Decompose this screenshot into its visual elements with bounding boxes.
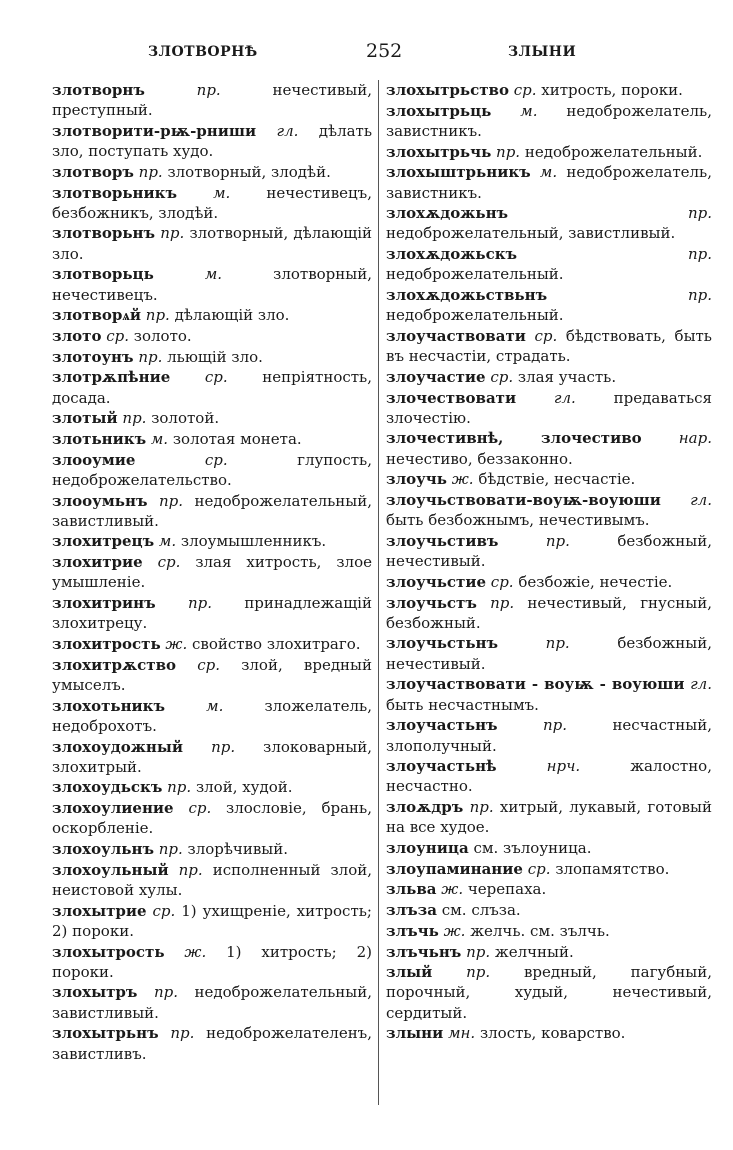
dictionary-entry: [52, 798, 372, 838]
dictionary-entry: [386, 101, 712, 141]
entry-definition: предаваться злочестію.: [386, 388, 712, 427]
dictionary-entry: [52, 326, 372, 346]
entry-headword: злъчь: [386, 921, 439, 940]
entry-headword: злотворъ: [52, 162, 134, 181]
dictionary-entry: [386, 326, 712, 366]
entry-definition: глупость, недоброжелательство.: [52, 450, 372, 489]
dictionary-entry: [52, 737, 372, 777]
entry-definition: недоброжелательный.: [386, 306, 564, 325]
entry-grammar: ср.: [534, 326, 558, 345]
entry-headword: злоупаминание: [386, 859, 523, 878]
dictionary-entry: [386, 531, 712, 571]
dictionary-entry: [386, 633, 712, 673]
entry-definition: вредный, пагубный, порочный, худый, нечестивый, сердитый.: [386, 963, 712, 1022]
dictionary-entry: [386, 962, 712, 1023]
dictionary-entry: [52, 593, 372, 633]
entry-grammar: м.: [206, 696, 224, 715]
dictionary-entry: [386, 203, 712, 243]
entry-grammar: пр.: [211, 737, 236, 756]
entry-definition: 1) ухищреніе, хитрость; 2) пороки.: [52, 901, 372, 940]
dictionary-entry: [386, 367, 712, 387]
entry-definition: золото.: [133, 326, 192, 345]
dictionary-entry: [386, 428, 712, 468]
entry-definition: недоброжелательный.: [386, 265, 564, 284]
entry-headword: злотворьникъ: [52, 183, 177, 202]
entry-headword: злыни: [386, 1024, 444, 1043]
column-divider: [378, 80, 379, 1105]
entry-definition: золотая монета.: [172, 429, 302, 448]
entry-grammar: пр.: [138, 162, 163, 181]
entry-definition: несчастный, злополучный.: [386, 716, 712, 755]
dictionary-entry: [386, 838, 712, 858]
entry-grammar: ж.: [165, 634, 188, 653]
entry-grammar: пр.: [545, 634, 570, 653]
entry-definition: недоброжелательный.: [524, 142, 703, 161]
entry-headword: злъза: [386, 901, 437, 920]
entry-definition: желчь. см. зълчь.: [470, 921, 610, 940]
entry-grammar: ср.: [157, 553, 181, 572]
entry-grammar: гл.: [276, 121, 299, 140]
dictionary-entry: [386, 859, 712, 879]
entry-grammar: пр.: [490, 593, 515, 612]
entry-headword: злоучастьнъ: [386, 716, 498, 735]
dictionary-entry: [386, 900, 712, 920]
dictionary-entry: [52, 305, 372, 325]
entry-grammar: мн.: [448, 1024, 476, 1043]
entry-definition: злопамятство.: [555, 859, 670, 878]
entry-headword: злохытрьнъ: [52, 1024, 159, 1043]
dictionary-entry: [52, 450, 372, 490]
entry-grammar: м.: [158, 532, 177, 551]
dictionary-entry: [386, 715, 712, 755]
entry-headword: злохитрѫство: [52, 655, 177, 674]
entry-grammar: пр.: [158, 491, 183, 510]
dictionary-entry: [52, 491, 372, 531]
entry-grammar: пр.: [158, 840, 183, 859]
entry-grammar: пр.: [466, 963, 491, 982]
entry-grammar: м.: [520, 101, 538, 120]
entry-grammar: ср.: [188, 799, 212, 818]
page-header: [48, 40, 720, 68]
entry-definition: недоброжелательный, завистливый.: [52, 491, 372, 530]
entry-headword: злоучьстивъ: [386, 531, 499, 550]
entry-definition: хитрость, пороки.: [541, 81, 683, 99]
dictionary-entry: [386, 388, 712, 428]
entry-grammar: ср.: [527, 859, 551, 878]
entry-headword: зльва: [386, 880, 437, 899]
running-head-left: ЗЛОТВОРНѢ: [148, 44, 258, 60]
dictionary-entry: [52, 839, 372, 859]
entry-definition: злотворный, злодѣй.: [167, 162, 331, 181]
entry-headword: злохитрецъ: [52, 532, 155, 551]
entry-grammar: м.: [150, 429, 169, 448]
entry-definition: недоброжелателенъ, завистливъ.: [52, 1024, 372, 1063]
dictionary-entry: [52, 183, 372, 223]
entry-grammar: м.: [539, 163, 558, 182]
dictionary-entry: [52, 408, 372, 428]
entry-definition: быть безбожнымъ, нечестивымъ.: [386, 511, 650, 530]
entry-definition: принадлежащій злохитрецу.: [52, 594, 372, 633]
entry-definition: безбожный, нечестивый.: [386, 634, 712, 673]
entry-grammar: пр.: [542, 716, 568, 735]
entry-definition: свойство злохитраго.: [192, 634, 361, 653]
entry-headword: злоучьстьнъ: [386, 634, 499, 653]
entry-definition: см. слъза.: [441, 901, 521, 920]
entry-grammar: ср.: [106, 326, 130, 345]
entry-grammar: м.: [204, 265, 223, 284]
entry-headword: злохѫдожьствьнъ: [386, 286, 548, 305]
entry-headword: злохытрьчь: [386, 142, 492, 161]
entry-headword: злохоулиение: [52, 799, 174, 818]
entry-headword: злохытрьство: [386, 81, 509, 99]
entry-definition: безбожіе, нечестіе.: [518, 572, 673, 591]
entry-headword: злоучастьнѣ: [386, 757, 497, 776]
entry-headword: злоучаствовати: [386, 326, 526, 345]
entry-definition: злословіе, брань, оскорбленіе.: [52, 799, 372, 838]
entry-headword: злоуница: [386, 839, 469, 858]
entry-grammar: пр.: [167, 778, 192, 797]
dictionary-entry: [386, 756, 712, 796]
entry-definition: безбожный, нечестивый.: [386, 531, 712, 571]
dictionary-entry: [386, 80, 712, 100]
entry-definition: дѣлать зло, поступать худо.: [52, 121, 372, 161]
dictionary-entry: [52, 429, 372, 449]
left-column: [52, 80, 372, 1120]
entry-definition: злая хитрость, злое умышленіе.: [52, 553, 372, 592]
dictionary-entry: [52, 162, 372, 182]
entry-grammar: ср.: [513, 81, 537, 99]
right-column: [386, 80, 712, 1120]
entry-headword: злотворнъ: [52, 81, 145, 99]
entry-grammar: ср.: [204, 450, 228, 469]
entry-headword: злохитрость: [52, 634, 161, 653]
entry-grammar: пр.: [196, 81, 221, 99]
entry-definition: злой, худой.: [195, 778, 293, 797]
entry-grammar: пр.: [687, 204, 712, 223]
entry-definition: злость, коварство.: [479, 1024, 626, 1043]
dictionary-entry: [52, 367, 372, 407]
entry-definition: злой, вредный умыселъ.: [52, 655, 372, 694]
entry-headword: злооумьнъ: [52, 491, 148, 510]
entry-grammar: пр.: [122, 409, 147, 428]
entry-definition: желчный.: [494, 942, 574, 961]
entry-grammar: ср.: [204, 368, 228, 387]
entry-definition: хитрый, лукавый, готовый на все худое.: [386, 798, 712, 837]
entry-headword: злотрѫпѣние: [52, 368, 171, 387]
entry-definition: золотой.: [151, 409, 220, 428]
entry-definition: льющій зло.: [167, 347, 263, 366]
entry-grammar: м.: [213, 183, 231, 202]
entry-headword: злохоульнъ: [52, 840, 154, 859]
dictionary-entry: [386, 921, 712, 941]
entry-headword: злоучьстъ: [386, 593, 477, 612]
dictionary-entry: [386, 490, 712, 530]
entry-grammar: гл.: [553, 388, 576, 407]
entry-headword: злохытрьць: [386, 101, 492, 120]
entry-definition: злая участь.: [517, 367, 617, 386]
entry-headword: злохѫдожьскъ: [386, 245, 518, 264]
dictionary-entry: [52, 531, 372, 551]
dictionary-entry: [52, 696, 372, 736]
entry-definition: исполненный злой, неистовой хулы.: [52, 860, 372, 899]
dictionary-entry: [52, 552, 372, 592]
entry-headword: злохоудьскъ: [52, 778, 163, 797]
entry-definition: нечестивый, преступный.: [52, 81, 372, 120]
entry-headword: злоучастие: [386, 367, 486, 386]
entry-grammar: нрч.: [546, 757, 581, 776]
dictionary-entry: [52, 1023, 372, 1063]
entry-grammar: ж.: [184, 942, 207, 961]
dictionary-entry: [386, 244, 712, 284]
entry-grammar: пр.: [687, 245, 712, 264]
dictionary-entry: [52, 347, 372, 367]
dictionary-entry: [386, 142, 712, 162]
entry-headword: злочествовати: [386, 388, 517, 407]
entry-headword: злоучьстие: [386, 572, 487, 591]
dictionary-entry: [386, 942, 712, 962]
dictionary-entry: [52, 223, 372, 263]
page-number: 252: [366, 40, 403, 62]
dictionary-entry: [52, 982, 372, 1022]
entry-grammar: ср.: [490, 367, 514, 386]
entry-grammar: ж.: [443, 921, 466, 940]
entry-definition: недоброжелательный, завистливый.: [52, 983, 372, 1022]
entry-definition: зложелатель, недоброхотъ.: [52, 696, 372, 735]
entry-headword: злохоудожный: [52, 737, 183, 756]
entry-definition: непріятность, досада.: [52, 368, 372, 407]
dictionary-entry: [386, 1023, 712, 1043]
entry-definition: злотворный, дѣлающій зло.: [52, 224, 372, 263]
entry-headword: злохытрость: [52, 942, 165, 961]
entry-definition: жалостно, несчастно.: [386, 757, 712, 796]
entry-headword: злоучаствовати - воуѭ - воуюши: [386, 675, 685, 694]
entry-headword: злохытръ: [52, 983, 138, 1002]
entry-definition: недоброжелатель, завистникъ.: [386, 101, 712, 140]
dictionary-entry: [52, 264, 372, 304]
dictionary-entry: [52, 777, 372, 797]
entry-grammar: ср.: [197, 655, 220, 674]
entry-grammar: пр.: [153, 983, 178, 1002]
entry-definition: недоброжелатель, завистникъ.: [386, 163, 712, 202]
entry-headword: злотый: [52, 409, 118, 428]
entry-definition: злотворный, нечестивецъ.: [52, 265, 372, 304]
entry-grammar: пр.: [687, 286, 712, 305]
entry-headword: злый: [386, 963, 433, 982]
entry-headword: злочестивнѣ, злочестиво: [386, 429, 642, 448]
entry-definition: дѣлающій зло.: [174, 306, 290, 325]
entry-headword: злоучь: [386, 470, 447, 489]
entry-definition: злоумышленникъ.: [180, 532, 327, 551]
entry-grammar: пр.: [187, 594, 212, 613]
entry-grammar: ж.: [441, 880, 464, 899]
entry-headword: злоѫдръ: [386, 798, 464, 817]
dictionary-entry: [52, 634, 372, 654]
entry-definition: бѣдствовать, быть въ несчастіи, страдать.: [386, 326, 712, 366]
entry-definition: нечестивый, гнусный, безбожный.: [386, 593, 712, 632]
dictionary-entry: [52, 860, 372, 900]
entry-grammar: пр.: [466, 942, 491, 961]
entry-headword: злотоунъ: [52, 347, 134, 366]
entry-headword: злоучьствовати-воуѭ-воуюши: [386, 491, 661, 510]
entry-headword: злотьникъ: [52, 429, 147, 448]
dictionary-entry: [386, 879, 712, 899]
dictionary-entry: [386, 285, 712, 325]
entry-definition: черепаха.: [467, 880, 547, 899]
entry-headword: злохитрие: [52, 553, 143, 572]
entry-headword: злотворити-рѭ-рниши: [52, 121, 257, 140]
entry-definition: нечестивецъ, безбожникъ, злодѣй.: [52, 183, 372, 222]
entry-headword: злотворьць: [52, 265, 154, 284]
entry-grammar: пр.: [545, 531, 570, 550]
entry-grammar: пр.: [160, 224, 185, 243]
dictionary-entry: [386, 469, 712, 489]
dictionary-entry: [52, 80, 372, 120]
entry-grammar: пр.: [170, 1024, 195, 1043]
entry-grammar: пр.: [178, 860, 203, 879]
dictionary-entry: [386, 162, 712, 202]
running-head-right: ЗЛЫНИ: [508, 44, 577, 60]
entry-headword: злохитринъ: [52, 594, 156, 613]
entry-headword: злохѫдожьнъ: [386, 204, 509, 223]
entry-grammar: пр.: [138, 347, 163, 366]
entry-definition: злорѣчивый.: [187, 840, 288, 859]
entry-definition: 1) хитрость; 2) пороки.: [52, 942, 372, 981]
entry-definition: недоброжелательный, завистливый.: [386, 224, 676, 243]
dictionary-entry: [52, 121, 372, 161]
entry-headword: злохытрие: [52, 901, 147, 920]
entry-grammar: нар.: [678, 429, 712, 448]
dictionary-entry: [52, 942, 372, 982]
entry-definition: нечестиво, беззаконно.: [386, 449, 573, 468]
entry-headword: злохыштрьникъ: [386, 163, 531, 182]
entry-grammar: пр.: [496, 142, 521, 161]
entry-grammar: ср.: [490, 572, 514, 591]
entry-definition: бѣдствіе, несчастіе.: [478, 470, 636, 489]
entry-headword: злъчьнъ: [386, 942, 462, 961]
entry-headword: злотворьнъ: [52, 224, 156, 243]
dictionary-entry: [386, 797, 712, 837]
dictionary-entry: [386, 593, 712, 633]
entry-definition: злоковарный, злохитрый.: [52, 737, 372, 776]
entry-headword: злооумие: [52, 450, 136, 469]
entry-grammar: гл.: [690, 675, 712, 694]
dictionary-entry: [386, 674, 712, 714]
entry-headword: злотворѧй: [52, 306, 141, 325]
dictionary-entry: [52, 901, 372, 941]
entry-grammar: гл.: [690, 491, 712, 510]
entry-headword: злохоульный: [52, 860, 169, 879]
entry-grammar: пр.: [469, 798, 494, 817]
entry-definition: быть несчастнымъ.: [386, 695, 539, 714]
entry-headword: злото: [52, 326, 102, 345]
entry-grammar: пр.: [145, 306, 170, 325]
entry-definition: см. зълоуница.: [473, 839, 592, 858]
dictionary-entry: [52, 655, 372, 695]
entry-headword: злохотьникъ: [52, 696, 166, 715]
entry-grammar: ж.: [451, 470, 474, 489]
entry-grammar: ср.: [152, 901, 176, 920]
dictionary-entry: [386, 572, 712, 592]
